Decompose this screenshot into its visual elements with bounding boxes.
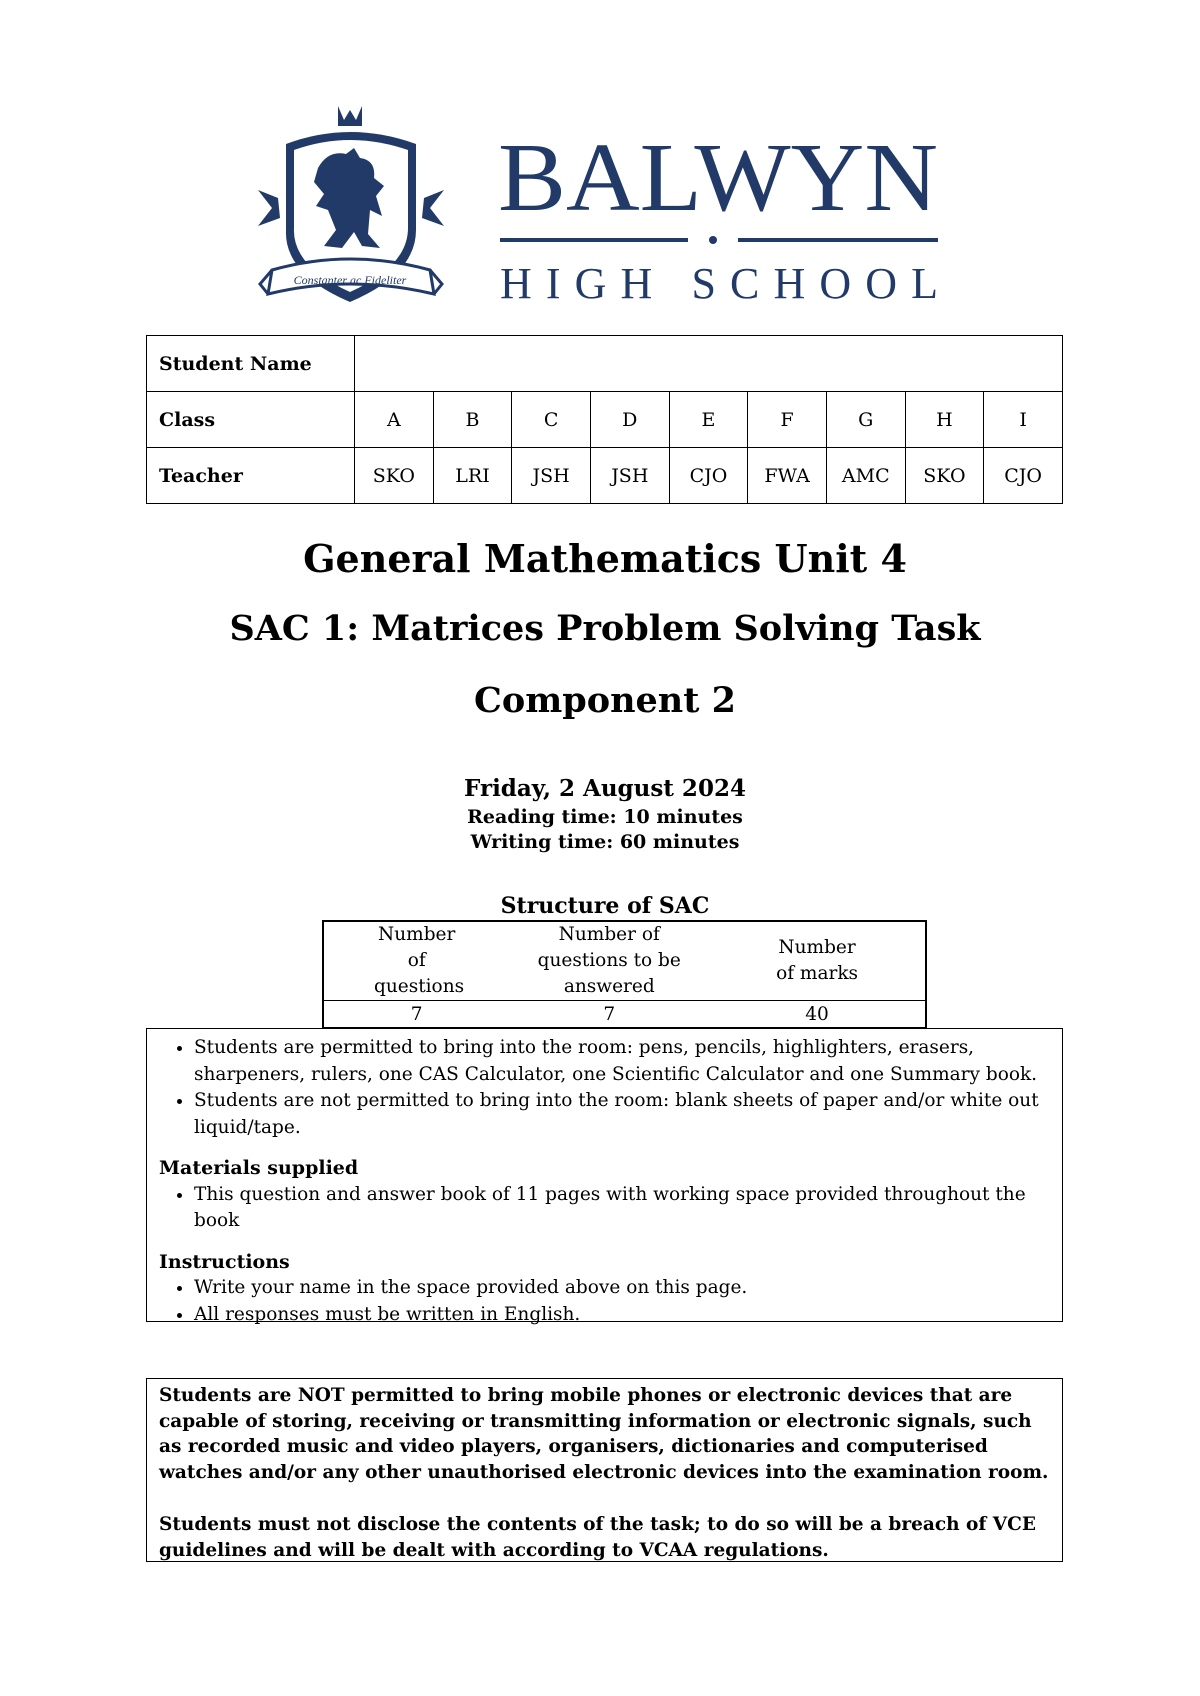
warning-devices: Students are NOT permitted to bring mobile phones or electronic devices that are capable of storing, receiving or transmitting information or electronic signals, such as recorded music and video players, organisers, dictionaries and computerised watches and/or any other unauthorised electronic devices into the examination room.	[159, 1385, 1049, 1483]
warning-box	[146, 1378, 1063, 1562]
task-title: SAC 1: Matrices Problem Solving Task	[229, 608, 981, 649]
structure-table	[322, 920, 927, 1029]
student-info-table	[146, 335, 1063, 504]
structure-header: Number of questions to be answered	[537, 924, 681, 997]
class-row	[147, 392, 1063, 448]
teacher-cell: JSH	[512, 448, 591, 504]
structure-header: Number of marks	[776, 937, 859, 984]
class-cell[interactable]: H	[905, 392, 984, 448]
warning-disclosure: Students must not disclose the contents of the task; to do so will be a breach of VCE guidelines and will be dealt with according to VCAA regulations.	[159, 1514, 1036, 1561]
structure-header: Number of questions	[374, 924, 465, 997]
class-cell[interactable]: B	[433, 392, 512, 448]
list-item: • Students are not permitted to bring into the room: blank sheets of paper and/or white out liquid/tape.	[194, 1088, 1052, 1141]
teacher-cell: CJO	[669, 448, 748, 504]
instructions-heading: Instructions	[159, 1250, 290, 1273]
component-title: Component 2	[474, 680, 736, 721]
reading-time: Reading time: 10 minutes	[467, 806, 743, 828]
class-cell[interactable]: F	[748, 392, 827, 448]
list-item: • This question and answer book of 11 pages with working space provided throughout the book	[194, 1182, 1052, 1235]
rules-box	[146, 1028, 1063, 1325]
class-cell[interactable]: G	[826, 392, 905, 448]
structure-value: 40	[709, 1001, 926, 1029]
student-name-label: Student Name	[147, 336, 355, 392]
teacher-cell: CJO	[984, 448, 1063, 504]
structure-value: 7	[323, 1001, 509, 1029]
class-cell[interactable]: I	[984, 392, 1063, 448]
class-cell[interactable]: E	[669, 392, 748, 448]
teacher-cell: AMC	[826, 448, 905, 504]
student-name-field[interactable]	[355, 336, 1063, 392]
teacher-label: Teacher	[147, 448, 355, 504]
list-item: • Write your name in the space provided above on this page.	[194, 1275, 1052, 1302]
logo-name: BALWYN	[498, 124, 938, 232]
teacher-cell: JSH	[590, 448, 669, 504]
logo-motto: Constanter ac Fideliter	[293, 273, 407, 287]
instructions-list	[159, 1275, 1052, 1328]
list-item: • Students are permitted to bring into the room: pens, pencils, highlighters, erasers, sharpeners, rulers, one CAS Calculator, one Scientific Calculator and one Summary book.	[194, 1035, 1052, 1088]
student-name-row	[147, 336, 1063, 392]
writing-time: Writing time: 60 minutes	[470, 831, 740, 853]
teacher-row	[147, 448, 1063, 504]
class-cell[interactable]: C	[512, 392, 591, 448]
school-logo	[258, 98, 948, 310]
teacher-cell: LRI	[433, 448, 512, 504]
list-item: • All responses must be written in English.	[194, 1302, 1052, 1329]
structure-title: Structure of SAC	[500, 893, 710, 919]
materials-list	[159, 1182, 1052, 1235]
class-label: Class	[147, 392, 355, 448]
exam-date: Friday, 2 August 2024	[464, 775, 746, 802]
subject-title: General Mathematics Unit 4	[303, 536, 907, 581]
teacher-cell: SKO	[905, 448, 984, 504]
logo-subtitle: HIGH SCHOOL	[500, 259, 938, 308]
structure-value: 7	[509, 1001, 709, 1029]
class-cell[interactable]: D	[590, 392, 669, 448]
class-cell[interactable]: A	[355, 392, 434, 448]
teacher-cell: SKO	[355, 448, 434, 504]
materials-heading: Materials supplied	[159, 1157, 359, 1179]
permitted-list	[159, 1035, 1052, 1141]
teacher-cell: FWA	[748, 448, 827, 504]
